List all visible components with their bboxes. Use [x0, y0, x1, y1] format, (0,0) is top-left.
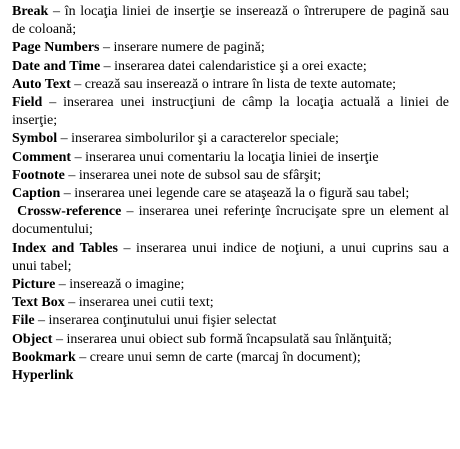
entry-footnote — [12, 167, 449, 185]
entry-term: Index and Tables — [12, 240, 118, 256]
entry-caption — [12, 185, 449, 203]
entry-description: – inserarea unei cutii text; — [64, 295, 214, 311]
entry-bookmark — [12, 349, 449, 367]
entry-term: Hyperlink — [12, 368, 74, 384]
entry-term: Footnote — [12, 167, 65, 183]
entry-symbol — [12, 130, 449, 148]
entry-description: – inserarea unui comentariu la locaţia liniei de inserţie — [71, 149, 379, 165]
entry-term: Field — [12, 95, 43, 111]
entry-term: Picture — [12, 277, 56, 293]
entry-index-and-tables — [12, 240, 449, 276]
entry-cross-reference — [12, 203, 449, 239]
entry-term: Break — [12, 4, 49, 19]
entry-term: Text Box — [12, 295, 65, 311]
entry-date-and-time — [12, 58, 449, 76]
entry-page-numbers — [12, 39, 449, 57]
entry-term: Date and Time — [12, 58, 101, 74]
entry-term: Object — [12, 331, 53, 347]
entry-field — [12, 94, 449, 130]
document-body — [12, 3, 449, 385]
entry-description: – inserarea unei legende care se ataşează la o figură sau tabel; — [60, 186, 410, 202]
entry-description: – inserează o imagine; — [55, 277, 185, 293]
entry-picture — [12, 276, 449, 294]
entry-hyperlink — [12, 367, 449, 385]
entry-term: Symbol — [12, 131, 58, 147]
entry-description: – inserarea unui indice de noţiuni, a unui cuprins sau a unui tabel; — [12, 240, 449, 274]
entry-comment — [12, 149, 449, 167]
entry-description: – inserarea unei instrucţiuni de câmp la locaţia actuală a liniei de inserţie; — [12, 95, 449, 129]
entry-term: Crossw-reference — [17, 204, 122, 220]
entry-description: – creare unui semn de carte (marcaj în document); — [75, 349, 361, 365]
entry-description: – inserarea unei note de subsol sau de sfârşit; — [64, 167, 322, 183]
entry-term: Auto Text — [12, 76, 71, 92]
entry-description: – inserarea datei calendaristice şi a orei exacte; — [100, 58, 367, 74]
entry-description: – inserarea unui obiect sub formă încapsulată sau înlănţuită; — [52, 331, 392, 347]
entry-term: Comment — [12, 149, 72, 165]
entry-text-box — [12, 294, 449, 312]
entry-term: Bookmark — [12, 349, 76, 365]
entry-description: – inserare numere de pagină; — [99, 40, 265, 56]
entry-break — [12, 3, 449, 39]
entry-description: – inserarea simbolurilor şi a caracterelor speciale; — [57, 131, 339, 147]
entry-term: Caption — [12, 186, 61, 202]
entry-description: – crează sau inserează o intrare în lista de texte automate; — [70, 76, 397, 92]
entry-object — [12, 331, 449, 349]
entry-description: – în locaţia liniei de inserţie se inserează o întrerupere de pagină sau de coloană; — [12, 4, 449, 38]
entry-file — [12, 312, 449, 330]
entry-term: Page Numbers — [12, 40, 100, 56]
entry-auto-text — [12, 76, 449, 94]
entry-term: File — [12, 313, 35, 329]
entry-description: – inserarea unei referinţe încrucişate spre un element al documentului; — [12, 204, 449, 238]
entry-description: – inserarea conţinutului unui fişier selectat — [34, 313, 277, 329]
